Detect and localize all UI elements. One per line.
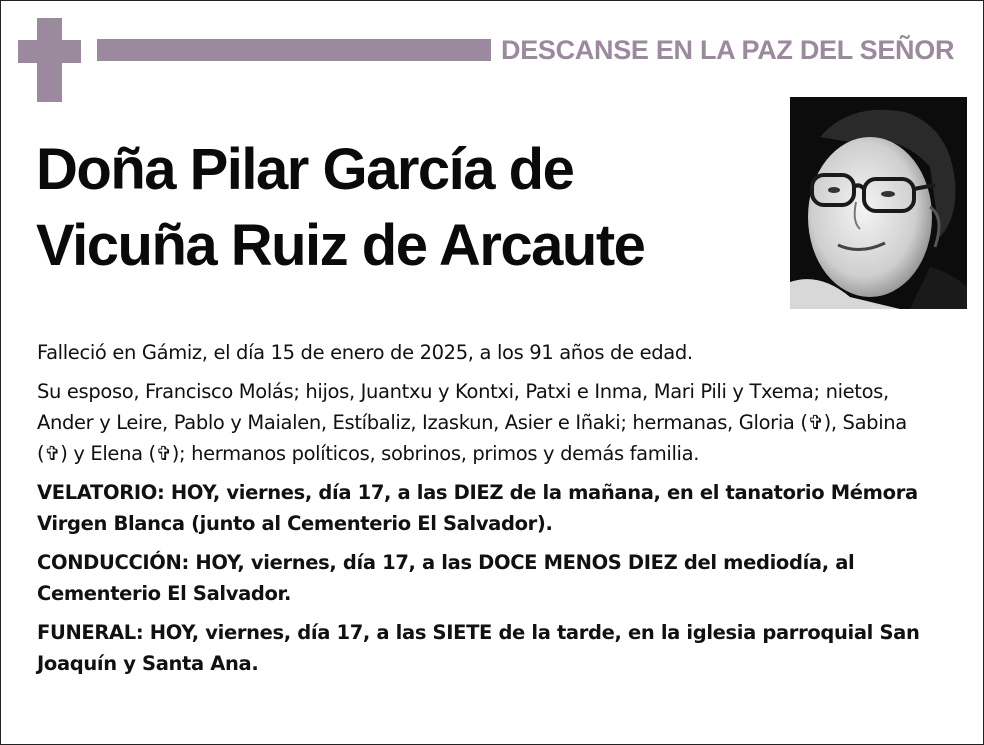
conduccion-info: CONDUCCIÓN: HOY, viernes, día 17, a las DOCE MENOS DIEZ del mediodía, al Cementerio El Salvador. [37, 551, 855, 605]
obituary-body [37, 337, 937, 687]
funeral-info: FUNERAL: HOY, viernes, día 17, a las SIETE de la tarde, en la iglesia parroquial San Joaquín y Santa Ana. [37, 621, 920, 675]
header-motto: DESCANSE EN LA PAZ DEL SEÑOR [501, 35, 955, 65]
velatorio-info: VELATORIO: HOY, viernes, día 17, a las DIEZ de la mañana, en el tanatorio Mémora Virgen Blanca (junto al Cementerio El Salvador). [37, 481, 918, 535]
family-list: Su esposo, Francisco Molás; hijos, Juantxu y Kontxi, Patxi e Inma, Mari Pili y Txema; nietos, Ander y Leire, Pablo y Maialen, Estíbaliz, Izaskun, Asier e Iñaki; hermanas, Gloria (✞), Sabina (✞) y Elena (✞); hermanos políticos, sobrinos, primos y demás familia. [37, 380, 907, 465]
header-bar [97, 39, 491, 61]
cross-icon-horizontal [18, 40, 81, 63]
deceased-name-line2: Vicuña Ruiz de Arcaute [36, 213, 645, 278]
deceased-name [36, 132, 776, 284]
portrait-photo [790, 97, 967, 309]
death-notice: Falleció en Gámiz, el día 15 de enero de 2025, a los 91 años de edad. [37, 341, 693, 364]
deceased-name-line1: Doña Pilar García de [36, 137, 574, 202]
